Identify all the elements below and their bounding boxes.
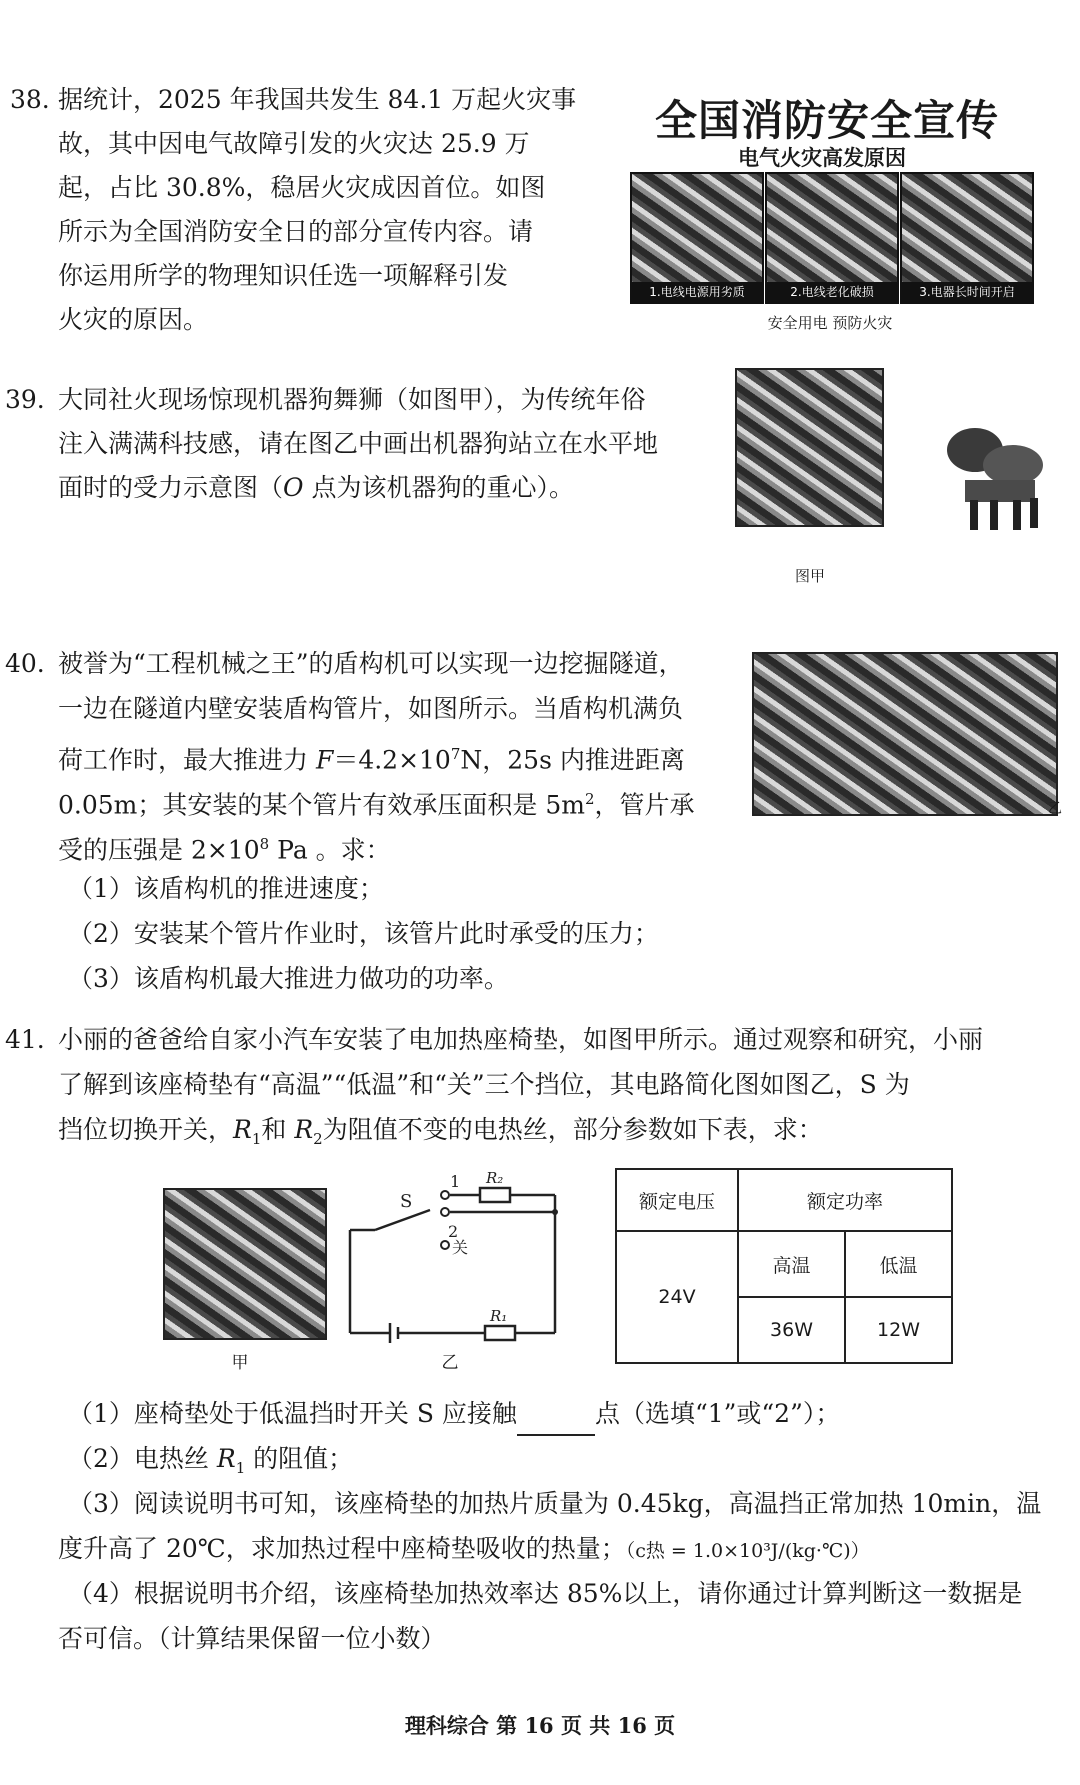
- q41-line-3-mid: 和: [261, 1115, 295, 1144]
- q41-line-3-a: 挡位切换开关，: [58, 1115, 234, 1144]
- poster-panel-3: [900, 172, 1034, 304]
- q41-sub-4-line-2: 否可信。（计算结果保留一位小数）: [58, 1624, 446, 1653]
- q41-sub-1-a: （1）座椅垫处于低温挡时开关 S 应接触: [68, 1399, 517, 1428]
- q40-line-3-c: N，25s 内推进距离: [460, 745, 685, 775]
- q41-var-r1-sub: 1: [251, 1130, 262, 1148]
- q41-sub-3-formula: （c热 = 1.0×10³J/(kg·℃)）: [625, 1540, 870, 1562]
- q40-number: 40.: [5, 649, 45, 678]
- q41-sub-1-blank[interactable]: [517, 1404, 595, 1436]
- q41-sub-2-var: R: [216, 1444, 236, 1473]
- table-header-voltage: 额定电压: [616, 1169, 738, 1231]
- fig-yi-label: 乙: [441, 1353, 459, 1373]
- q38-line-2: 故，其中因电气故障引发的火灾达 25.9 万: [58, 129, 530, 158]
- q39-line-3-a: 面时的受力示意图（: [58, 473, 284, 502]
- q41-sub-2-a: （2）电热丝: [68, 1444, 217, 1473]
- circuit-contact-1: 1: [450, 1172, 461, 1191]
- q40-exp-7: 7: [450, 745, 461, 763]
- q40-line-5-a: 受的压强是 2×10: [58, 835, 260, 865]
- q38-line-6: 火灾的原因。: [58, 305, 209, 334]
- table-power-low: 12W: [845, 1297, 952, 1363]
- poster-panel-2: [765, 172, 899, 304]
- q41-number: 41.: [5, 1025, 45, 1054]
- q40-exp-8: 8: [259, 835, 270, 853]
- table-voltage-value: 24V: [616, 1231, 738, 1363]
- q40-line-4-b: ，管片承: [594, 790, 695, 820]
- q40-line-4: [58, 777, 695, 827]
- q40-line-3-a: 荷工作时，最大推进力: [58, 745, 316, 775]
- q39-line-1: 大同社火现场惊现机器狗舞狮（如图甲），为传统年俗: [58, 385, 646, 414]
- q41-line-1: 小丽的爸爸给自家小汽车安装了电加热座椅垫，如图甲所示。通过观察和研究，小丽: [58, 1025, 984, 1054]
- poster-panel-2-label: 2.电线老化破损: [767, 282, 897, 302]
- poster-subtitle: 电气火灾高发原因: [738, 146, 906, 170]
- q40-line-3: [58, 732, 685, 782]
- poster-panel-1: [630, 172, 764, 304]
- q40-sub-3: （3）该盾构机最大推进力做功的功率。: [68, 964, 509, 993]
- q40-line-2: 一边在隧道内壁安装盾构管片，如图所示。当盾构机满负: [58, 694, 684, 723]
- q41-sub-3-line-2-text: 度升高了 20℃，求加热过程中座椅垫吸收的热量；: [58, 1534, 626, 1563]
- q38-line-4: 所示为全国消防安全日的部分宣传内容。请: [58, 217, 534, 246]
- table-header-power: 额定功率: [738, 1169, 952, 1231]
- q39-line-3: [58, 466, 574, 510]
- poster-caption: 安全用电 预防火灾: [767, 314, 893, 332]
- seat-cushion-photo: [163, 1188, 327, 1340]
- q40-sub-1: （1）该盾构机的推进速度；: [68, 874, 384, 903]
- q40-sub-2: （2）安装某个管片作业时，该管片此时承受的压力；: [68, 919, 659, 948]
- q38-line-5: 你运用所学的物理知识任选一项解释引发: [58, 261, 509, 290]
- q40-line-4-a: 0.05m；其安装的某个管片有效承压面积是 5m: [58, 790, 585, 820]
- q41-sub-2-b: 的阻值；: [245, 1444, 354, 1473]
- robot-dog-photo-jia: [735, 368, 884, 527]
- tunnel-boring-machine-photo: [752, 652, 1058, 816]
- q41-sub-1-b: 点（选填“1”或“2”）；: [594, 1399, 841, 1428]
- q41-sub-3-line-1: （3）阅读说明书可知，该座椅垫的加热片质量为 0.45kg，高温挡正常加热 10min，温: [68, 1489, 1042, 1518]
- fig-jia-label: 甲: [231, 1353, 249, 1373]
- circuit-r2-label: R₂: [486, 1169, 504, 1187]
- poster-title: 全国消防安全宣传: [655, 96, 1000, 145]
- q41-var-r2-sub: 2: [313, 1130, 323, 1148]
- q39-line-3-b: 点为该机器狗的重心）。: [303, 473, 574, 502]
- q39-number: 39.: [5, 385, 45, 414]
- poster-panel-1-label: 1.电线电源用劣质: [632, 282, 762, 302]
- q40-exp-2: 2: [584, 790, 595, 808]
- q38-number: 38.: [10, 85, 50, 114]
- poster-panel-3-label: 3.电器长时间开启: [902, 282, 1032, 302]
- q40-line-5: [58, 822, 391, 872]
- q40-var-f: F: [315, 745, 334, 775]
- q41-sub-4-line-1: （4）根据说明书介绍，该座椅垫加热效率达 85%以上，请你通过计算判断这一数据是: [68, 1579, 1023, 1608]
- parameter-table: [615, 1168, 953, 1364]
- circuit-switch-label: S: [400, 1191, 413, 1212]
- q41-line-3: [58, 1108, 823, 1161]
- page-footer: 理科综合 第 16 页 共 16 页: [404, 1713, 676, 1738]
- q40-line-1: 被誉为“工程机械之王”的盾构机可以实现一边挖掘隧道，: [58, 649, 684, 678]
- tbm-photo-label: 乙: [1048, 801, 1062, 817]
- table-header-low: 低温: [845, 1231, 952, 1297]
- q41-sub-1: [68, 1392, 840, 1436]
- q41-var-r2: R: [294, 1115, 314, 1144]
- circuit-r1-label: R₁: [490, 1307, 508, 1325]
- circuit-contact-off: 关: [452, 1238, 469, 1257]
- q41-var-r1: R: [233, 1115, 252, 1144]
- q38-line-1: 据统计，2025 年我国共发生 84.1 万起火灾事: [58, 85, 577, 114]
- caption-jia: 图甲: [794, 567, 825, 585]
- q41-line-3-b: 为阻值不变的电热丝，部分参数如下表，求：: [322, 1115, 823, 1144]
- q41-line-2: 了解到该座椅垫有“高温”“低温”和“关”三个挡位，其电路简化图如图乙，S 为: [58, 1070, 910, 1099]
- q41-sub-2-var-sub: 1: [235, 1459, 246, 1477]
- table-header-high: 高温: [738, 1231, 845, 1297]
- q41-sub-3-line-2: [58, 1527, 870, 1573]
- q39-var-o: O: [283, 473, 304, 502]
- table-power-high: 36W: [738, 1297, 845, 1363]
- circuit-diagram: [340, 1165, 570, 1355]
- circuit-contact-2: 2: [448, 1222, 459, 1241]
- q38-line-3: 起，占比 30.8%，稳居火灾成因首位。如图: [58, 173, 546, 202]
- q40-line-5-b: Pa 。求：: [269, 835, 391, 865]
- q39-line-2: 注入满满科技感，请在图乙中画出机器狗站立在水平地: [58, 429, 659, 458]
- q40-line-3-b: ＝4.2×10: [333, 745, 451, 775]
- robot-dog-figure-yi: [935, 410, 1050, 535]
